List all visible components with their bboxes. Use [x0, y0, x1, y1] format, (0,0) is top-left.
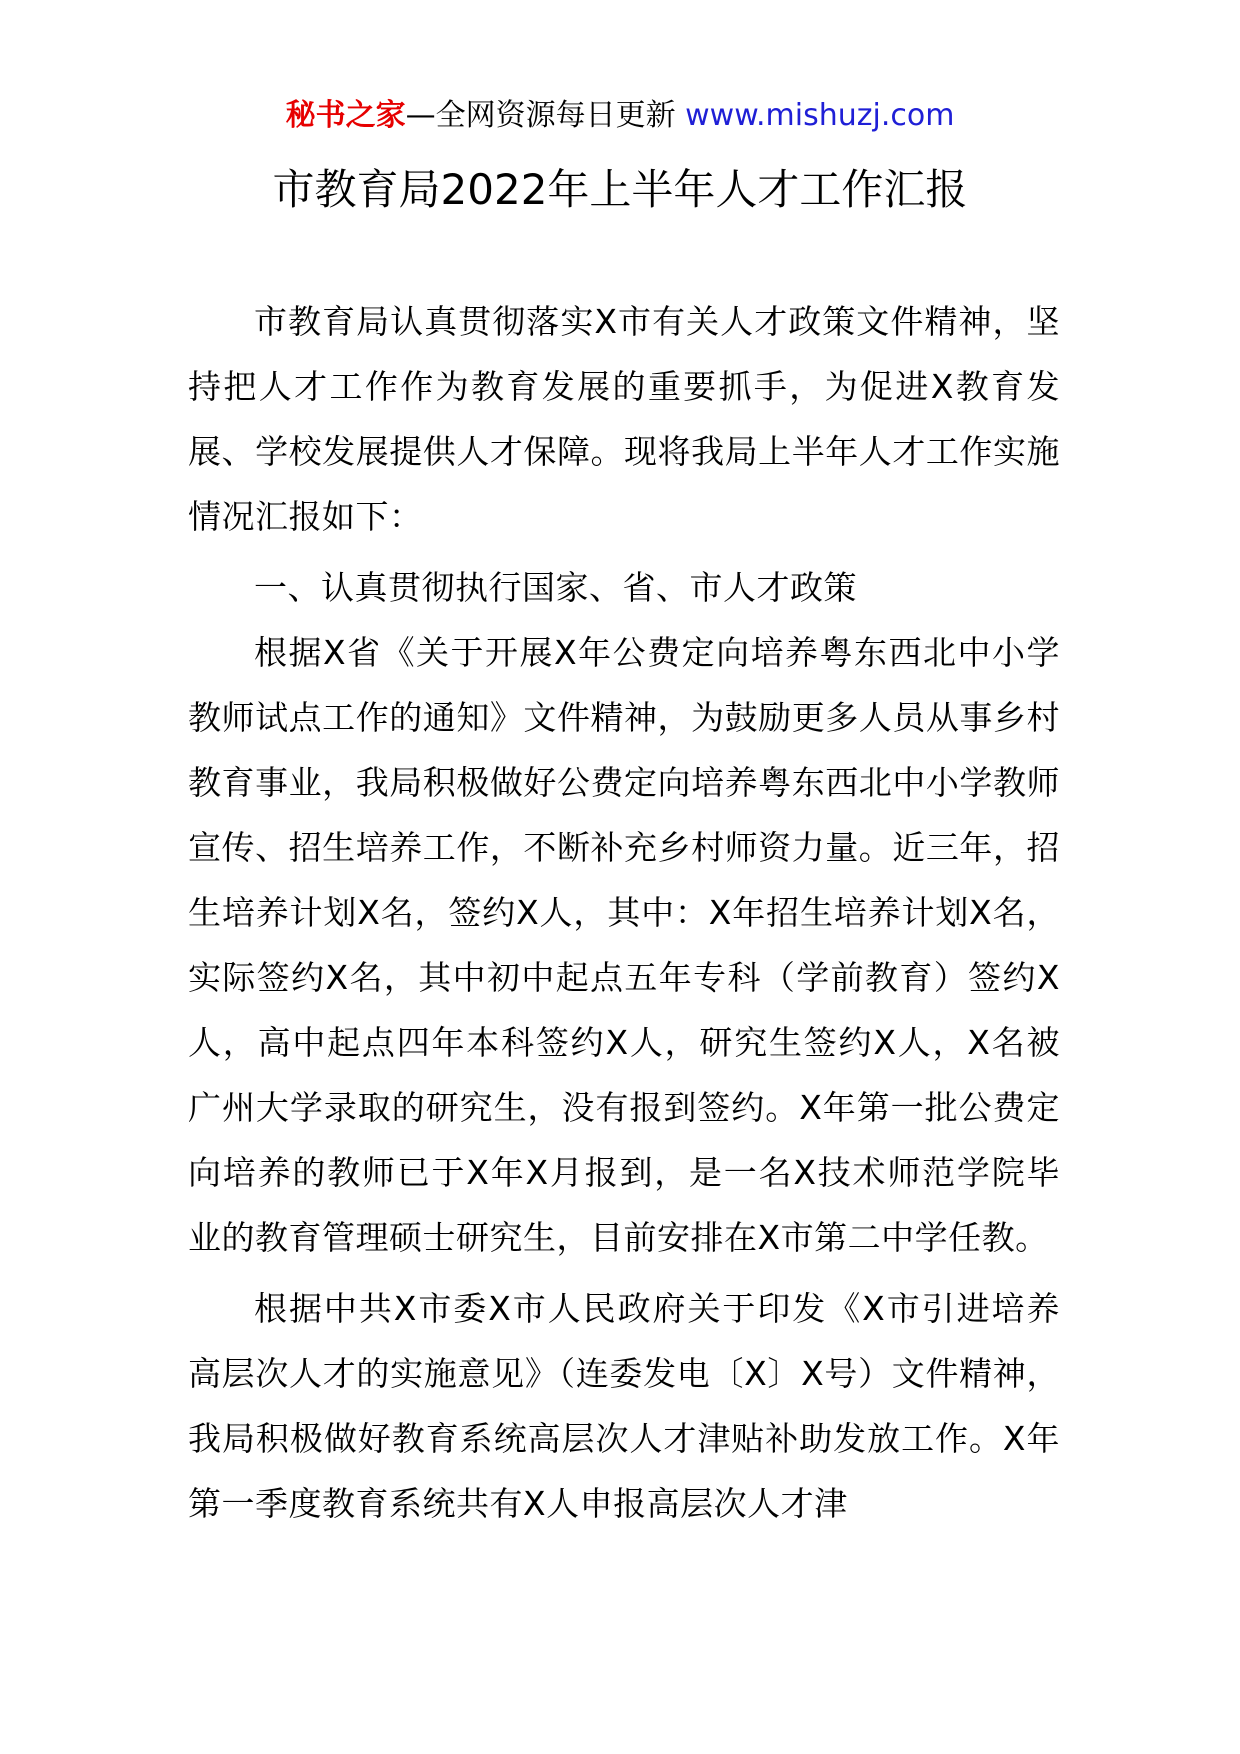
site-url[interactable]: www.mishuzj.com — [685, 98, 955, 133]
banner-tagline: —全网资源每日更新 — [405, 98, 686, 133]
body-paragraph-1: 根据X省《关于开展X年公费定向培养粤东西北中小学教师试点工作的通知》文件精神，为鼓励更多人员从事乡村教育事业，我局积极做好公费定向培养粤东西北中小学教师宣传、招生培养工作，不断补充乡村师资力量。近三年，招生培养计划X名，签约X人，其中：X年招生培养计划X名，实际签约X名，其中初中起点五年专科（学前教育）签约X人，高中起点四年本科签约X人，研究生签约X人，X名被广州大学录取的研究生，没有报到签约。X年第一批公费定向培养的教师已于X年X月报到，是一名X技术师范学院毕业的教育管理硕士研究生，目前安排在X市第二中学任教。 — [188, 633, 1060, 1257]
document-body — [188, 289, 1060, 1542]
section-heading-1: 一、认真贯彻执行国家、省、市人才政策 — [254, 568, 857, 607]
site-banner — [0, 96, 1240, 136]
body-paragraph-2: 根据中共X市委X市人民政府关于印发《X市引进培养高层次人才的实施意见》（连委发电〔X〕X号）文件精神，我局积极做好教育系统高层次人才津贴补助发放工作。X年第一季度教育系统共有X人申报高层次人才津 — [188, 1289, 1060, 1523]
document-title: 市教育局2022年上半年人才工作汇报 — [272, 165, 968, 214]
brand-name: 秘书之家 — [285, 98, 406, 133]
intro-paragraph: 市教育局认真贯彻落实X市有关人才政策文件精神，坚持把人才工作作为教育发展的重要抓手，为促进X教育发展、学校发展提供人才保障。现将我局上半年人才工作实施情况汇报如下： — [188, 302, 1060, 536]
